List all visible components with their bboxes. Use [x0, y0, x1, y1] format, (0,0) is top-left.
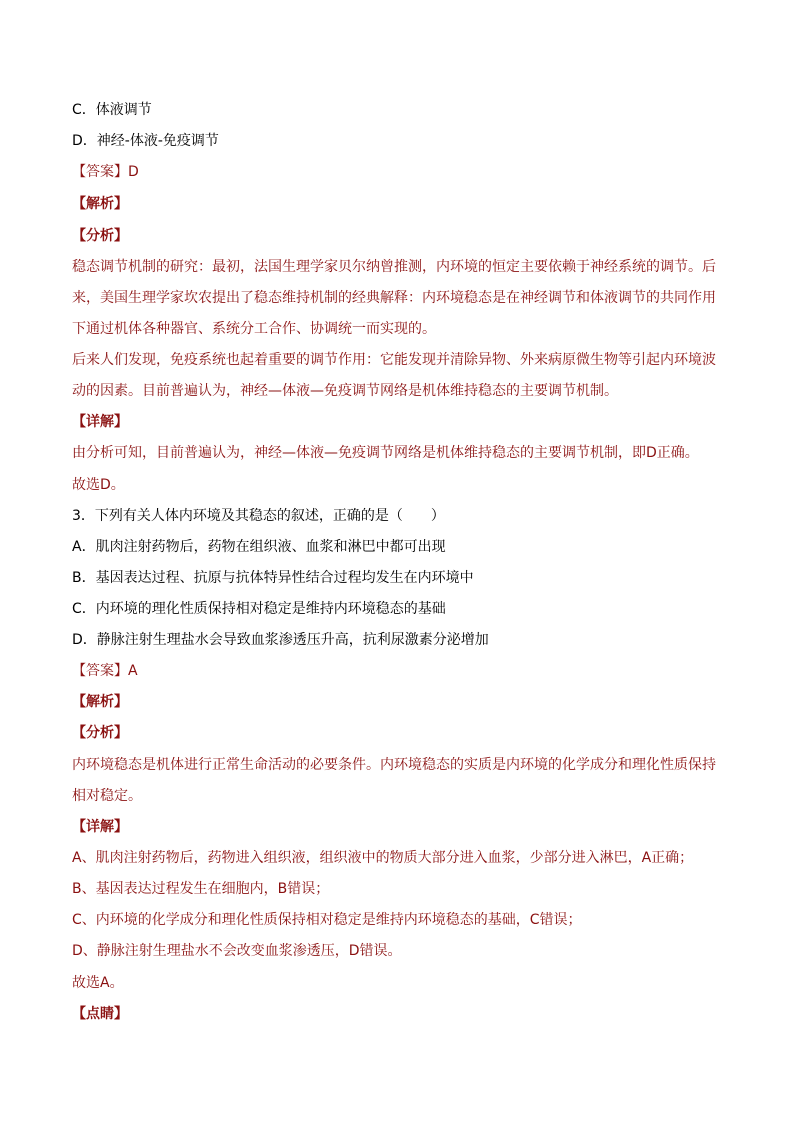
q3-xiangjie-label: 【详解】: [72, 819, 128, 835]
q2-option-d: D．神经-体液-免疫调节: [72, 133, 219, 149]
q3-option-c: C．内环境的理化性质保持相对稳定是维持内环境稳态的基础: [72, 601, 446, 617]
q3-analysis-line2: 相对稳定。: [72, 788, 142, 804]
q3-analysis-line1: 内环境稳态是机体进行正常生命活动的必要条件。内环境稳态的实质是内环境的化学成分和理化性质保持: [72, 757, 716, 773]
q2-analysis-p1-line2: 来，美国生理学家坎农提出了稳态维持机制的经典解释：内环境稳态是在神经调节和体液调节的共同作用: [72, 290, 716, 306]
q3-option-b: B．基因表达过程、抗原与抗体特异性结合过程均发生在内环境中: [72, 570, 474, 586]
q2-detail-line1: 由分析可知，目前普遍认为，神经—体液—免疫调节网络是机体维持稳态的主要调节机制，即D正确。: [72, 445, 699, 461]
q3-dianjing-label: 【点睛】: [72, 1006, 128, 1022]
q3-option-d: D．静脉注射生理盐水会导致血浆渗透压升高，抗利尿激素分泌增加: [72, 632, 489, 648]
q2-conclusion: 故选D。: [72, 477, 125, 493]
q3-conclusion: 故选A。: [72, 975, 124, 991]
q2-option-c: C．体液调节: [72, 102, 152, 118]
q3-stem: 3．下列有关人体内环境及其稳态的叙述，正确的是（ ）: [72, 508, 445, 524]
q2-xiangjie-label: 【详解】: [72, 414, 128, 430]
q3-detail-b: B、基因表达过程发生在细胞内，B错误；: [72, 881, 330, 897]
q2-analysis-p2-line2: 动的因素。目前普遍认为，神经—体液—免疫调节网络是机体维持稳态的主要调节机制。: [72, 383, 618, 399]
q3-detail-d: D、静脉注射生理盐水不会改变血浆渗透压，D错误。: [72, 943, 402, 959]
q2-analysis-p1-line1: 稳态调节机制的研究：最初，法国生理学家贝尔纳曾推测，内环境的恒定主要依赖于神经系统的调节。后: [72, 259, 716, 275]
q3-option-a: A．肌肉注射药物后，药物在组织液、血浆和淋巴中都可出现: [72, 539, 446, 555]
q2-analysis-p1-line3: 下通过机体各种器官、系统分工合作、协调统一而实现的。: [72, 321, 436, 337]
q3-jiexi-label: 【解析】: [72, 694, 128, 710]
q3-detail-a: A、肌肉注射药物后，药物进入组织液，组织液中的物质大部分进入血浆，少部分进入淋巴，A正确；: [72, 850, 694, 866]
q3-answer: 【答案】A: [72, 663, 138, 679]
q2-analysis-p2-line1: 后来人们发现，免疫系统也起着重要的调节作用：它能发现并清除异物、外来病原微生物等引起内环境波: [72, 352, 716, 368]
q2-fenxi-label: 【分析】: [72, 228, 128, 244]
q2-answer: 【答案】D: [72, 164, 139, 180]
q3-fenxi-label: 【分析】: [72, 725, 128, 741]
q2-jiexi-label: 【解析】: [72, 196, 128, 212]
q3-detail-c: C、内环境的化学成分和理化性质保持相对稳定是维持内环境稳态的基础，C错误；: [72, 912, 582, 928]
